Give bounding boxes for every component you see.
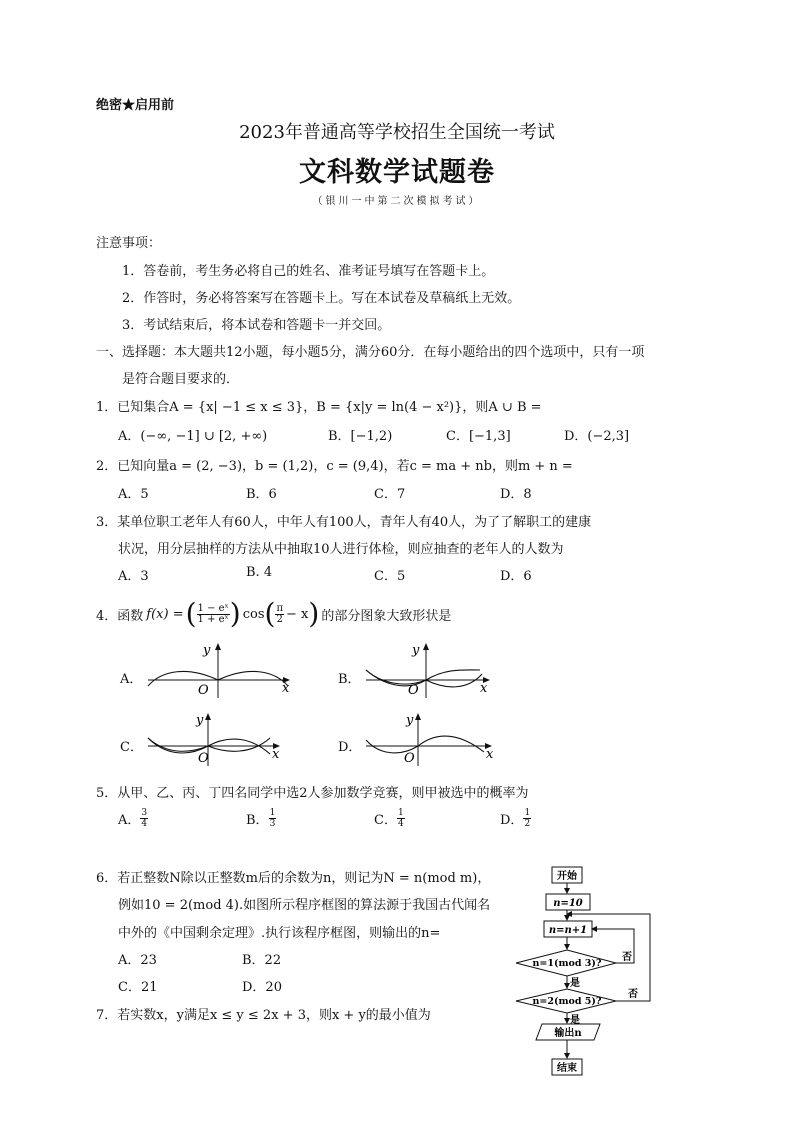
graph-a bbox=[140, 640, 300, 700]
graph-a-x-label: x bbox=[282, 681, 290, 696]
question-1-option-a: A．(−∞, −1] ∪ [2, +∞) bbox=[118, 429, 268, 444]
paper-subtitle: （银川一中第二次模拟考试） bbox=[312, 196, 482, 207]
question-2-option-a: A．5 bbox=[118, 487, 149, 502]
question-6-option-b: B．22 bbox=[242, 953, 282, 968]
question-1-option-c: C．[−1,3] bbox=[446, 429, 511, 444]
question-5-stem: 5．从甲、乙、丙、丁四名同学中选2人参加数学竞赛，则甲被选中的概率为 bbox=[96, 786, 529, 801]
question-4-option-b: B． bbox=[338, 672, 361, 687]
option-fraction bbox=[397, 808, 405, 829]
question-2-stem: 2．已知向量a = (2, −3)，b = (1,2)，c = (9,4)，若c = ma + nb，则m + n = bbox=[96, 459, 573, 474]
notice-item-3: 3．考试结束后，将本试卷和答题卡一并交回。 bbox=[122, 318, 391, 333]
right-paren-2: ) bbox=[308, 597, 320, 630]
question-6-option-c: C．21 bbox=[118, 980, 158, 995]
graph-b-y-label: y bbox=[412, 643, 420, 658]
section-heading: 一、选择题：本大题共12小题，每小题5分，满分60分．在每小题给出的四个选项中，只有一项 bbox=[96, 345, 645, 360]
question-3-option-a: A．3 bbox=[118, 569, 149, 584]
flow-no-2: 否 bbox=[628, 989, 638, 1000]
flow-end-text: 结束 bbox=[557, 1063, 577, 1074]
fraction-numerator: 1 bbox=[524, 808, 531, 818]
option-fraction bbox=[140, 808, 148, 829]
flowchart bbox=[508, 862, 668, 1082]
fraction-numerator: 3 bbox=[141, 808, 148, 818]
question-5-option-b bbox=[246, 808, 276, 829]
graph-d-origin: O bbox=[404, 751, 415, 766]
fraction-denominator: 3 bbox=[269, 819, 276, 829]
fraction-denominator: 1 + eˣ bbox=[197, 613, 229, 625]
fraction-numerator: 1 bbox=[269, 808, 276, 818]
question-1-option-d: D．(−2,3] bbox=[564, 429, 630, 444]
pi-over-two bbox=[275, 604, 284, 625]
question-7-stem: 7．若实数x，y满足x ≤ y ≤ 2x + 3，则x + y的最小值为 bbox=[96, 1008, 431, 1023]
graph-b-x-label: x bbox=[480, 681, 488, 696]
option-label: D． bbox=[500, 813, 524, 828]
flow-output-text: 输出n bbox=[554, 1028, 582, 1039]
question-4-fraction bbox=[197, 604, 230, 625]
question-4-minus-x: − x bbox=[286, 606, 309, 622]
graph-c bbox=[140, 710, 300, 770]
question-4-stem bbox=[96, 596, 451, 632]
graph-b-origin: O bbox=[408, 683, 419, 698]
question-6-option-a: A．23 bbox=[118, 953, 157, 968]
flow-init-text: n=10 bbox=[553, 898, 583, 909]
question-4-option-d: D． bbox=[338, 740, 362, 755]
question-2-option-c: C．7 bbox=[374, 487, 406, 502]
question-5-option-a bbox=[118, 808, 148, 829]
graph-c-origin: O bbox=[198, 751, 209, 766]
fraction-numerator: 1 bbox=[397, 808, 404, 818]
question-2-option-b: B．6 bbox=[246, 487, 277, 502]
flow-no-1: 否 bbox=[622, 952, 632, 963]
question-6-stem-line-2: 例如10 = 2(mod 4).如图所示程序框图的算法源于我国古代闻名 bbox=[118, 898, 491, 913]
pi-numerator: π bbox=[276, 602, 284, 614]
right-paren: ) bbox=[229, 597, 241, 630]
section-heading-cont: 是符合题目要求的． bbox=[122, 372, 240, 387]
secret-label: 绝密★启用前 bbox=[96, 98, 175, 113]
flow-cond1-text: n=1(mod 3)? bbox=[532, 958, 602, 969]
option-fraction bbox=[523, 808, 531, 829]
fraction-denominator: 4 bbox=[141, 819, 148, 829]
question-5-option-d bbox=[500, 808, 531, 829]
option-label: A． bbox=[118, 813, 141, 828]
graph-d bbox=[358, 710, 518, 770]
flow-inc-text: n=n+1 bbox=[548, 925, 588, 936]
question-4-cos: cos bbox=[242, 606, 265, 622]
option-fraction bbox=[269, 808, 277, 829]
question-4-option-a: A． bbox=[120, 672, 143, 687]
question-6-stem-line-1: 6．若正整数N除以正整数m后的余数为n，则记为N = n(mod m)， bbox=[96, 871, 491, 886]
flow-cond2-text: n=2(mod 5)? bbox=[532, 996, 602, 1007]
left-paren-2: ( bbox=[264, 597, 276, 630]
question-5-option-c bbox=[374, 808, 405, 829]
question-1-stem: 1．已知集合A = {x| −1 ≤ x ≤ 3}，B = {x|y = ln(4 − x²)}，则A ∪ B = bbox=[96, 400, 542, 415]
question-6-stem-line-3: 中外的《中国剩余定理》.执行该程序框图，则输出的n= bbox=[118, 926, 441, 941]
question-3-stem-line-1: 3．某单位职工老年人有60人，中年人有100人，青年人有40人，为了了解职工的建康 bbox=[96, 515, 592, 530]
graph-a-y-label: y bbox=[203, 643, 211, 658]
fraction-denominator: 2 bbox=[524, 819, 531, 829]
notice-item-2: 2．作答时，务必将答案写在答题卡上。写在本试卷及草稿纸上无效。 bbox=[122, 291, 521, 306]
option-label: B． bbox=[246, 813, 269, 828]
question-2-option-d: D．8 bbox=[500, 487, 532, 502]
question-4-suffix: 的部分图象大致形状是 bbox=[321, 608, 452, 624]
pi-denominator: 2 bbox=[276, 613, 283, 625]
graph-d-x-label: x bbox=[486, 747, 494, 762]
exam-title: 2023年普通高等学校招生全国统一考试 bbox=[239, 122, 555, 143]
option-label: C． bbox=[374, 813, 397, 828]
flow-start-text: 开始 bbox=[557, 871, 577, 882]
graph-d-y-label: y bbox=[406, 713, 414, 728]
question-3-option-c: C．5 bbox=[374, 569, 406, 584]
question-1-option-b: B．[−1,2) bbox=[328, 429, 393, 444]
left-paren: ( bbox=[185, 597, 197, 630]
graph-b bbox=[358, 640, 518, 700]
question-4-fx: f(x) = bbox=[146, 606, 184, 622]
question-3-stem-line-2: 状况，用分层抽样的方法从中抽取10人进行体检，则应抽查的老年人的人数为 bbox=[118, 542, 564, 557]
paper-title: 文科数学试题卷 bbox=[299, 157, 495, 188]
fraction-denominator: 4 bbox=[397, 819, 404, 829]
graph-c-y-label: y bbox=[196, 713, 204, 728]
question-3-option-b: B. 4 bbox=[246, 565, 273, 580]
question-6-option-d: D．20 bbox=[242, 980, 282, 995]
notice-heading: 注意事项： bbox=[96, 236, 162, 251]
flow-yes-2: 是 bbox=[570, 1015, 580, 1026]
question-4-option-c: C． bbox=[120, 740, 143, 755]
fraction-numerator: 1 − eˣ bbox=[197, 602, 229, 614]
question-3-option-d: D．6 bbox=[500, 569, 532, 584]
question-4-prefix: 4．函数 bbox=[96, 608, 144, 624]
graph-a-origin: O bbox=[198, 683, 209, 698]
flow-yes-1: 是 bbox=[570, 978, 580, 989]
graph-c-x-label: x bbox=[272, 747, 280, 762]
notice-item-1: 1．答卷前，考生务必将自己的姓名、准考证号填写在答题卡上。 bbox=[122, 264, 495, 279]
